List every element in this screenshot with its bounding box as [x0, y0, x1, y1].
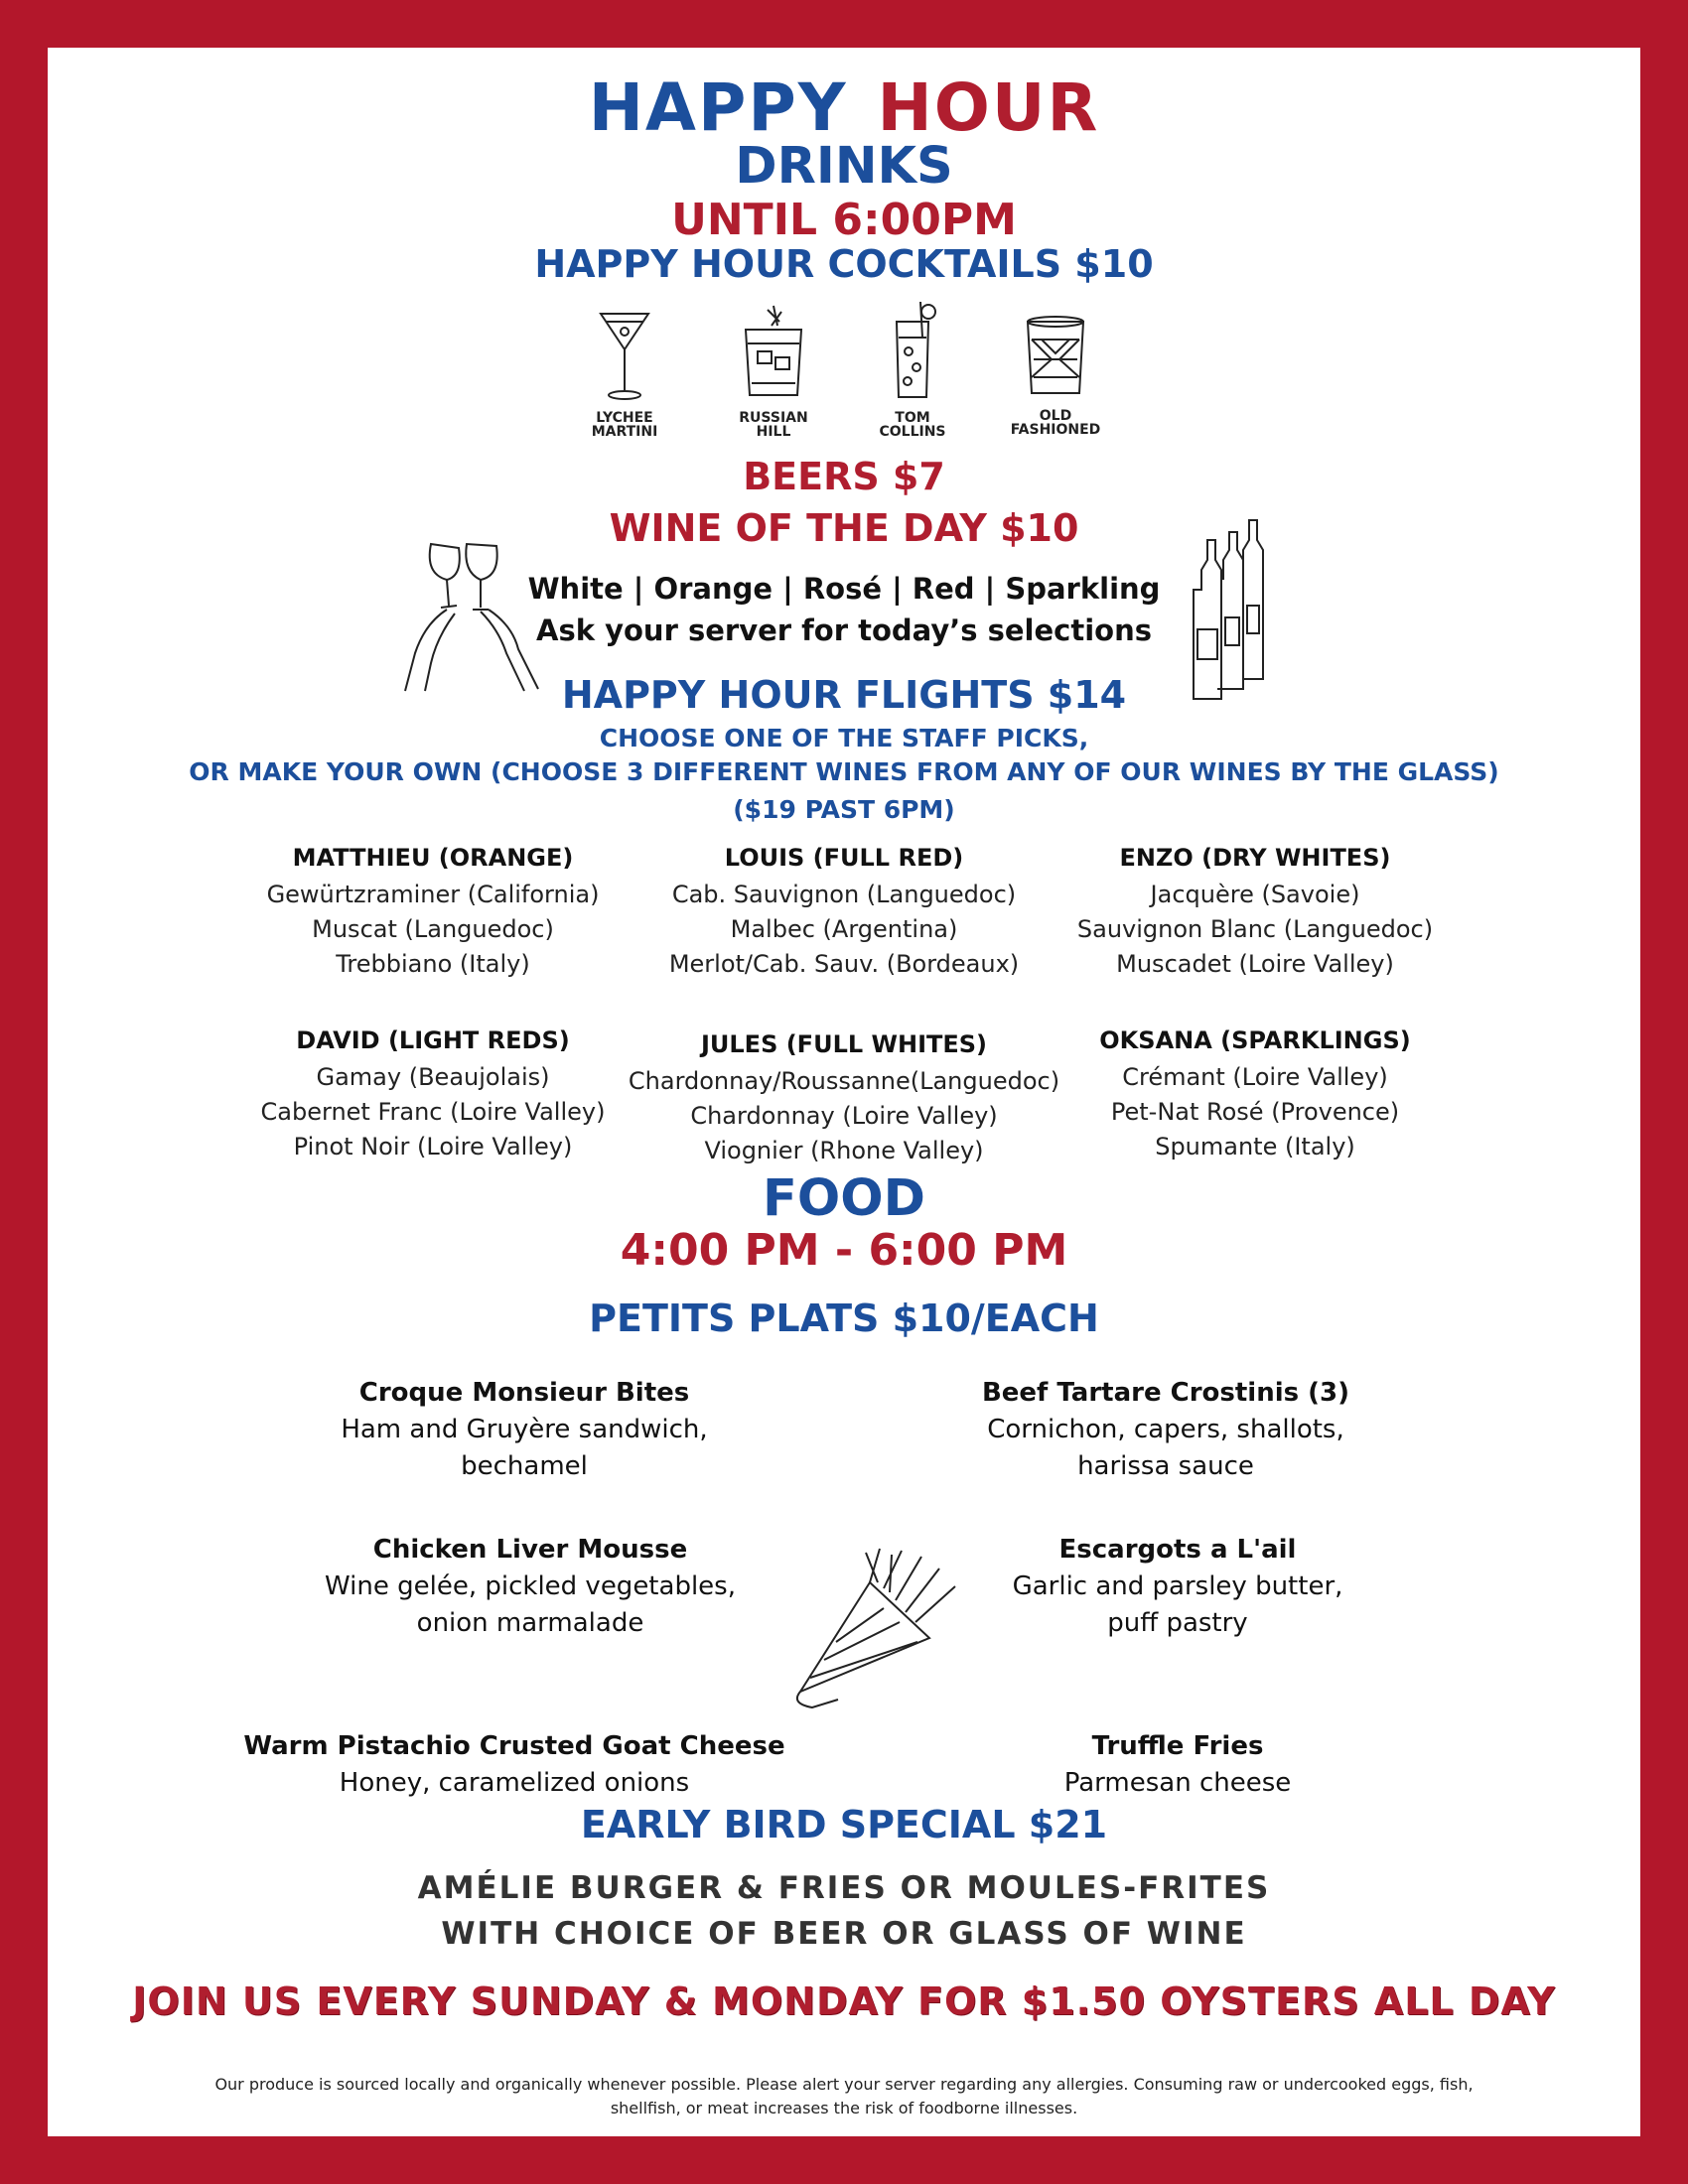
cocktail-label: RUSSIAN HILL	[739, 410, 808, 440]
cocktail-label: LYCHEE MARTINI	[591, 410, 658, 440]
dish-desc: Honey, caramelized onions	[339, 1768, 690, 1798]
flights-note-3: ($19 PAST 6PM)	[733, 795, 955, 824]
flights-heading: HAPPY HOUR FLIGHTS $14	[561, 673, 1127, 717]
dish-beef-tartare	[858, 1378, 1474, 1485]
fries-cone-icon	[780, 1543, 979, 1711]
dish-desc: Cornichon, capers, shallots,	[987, 1415, 1344, 1444]
dish-desc: onion marmalade	[416, 1608, 644, 1638]
flight-wine: Chardonnay (Loire Valley)	[690, 1102, 998, 1130]
menu-page	[48, 48, 1640, 2136]
dish-name: Chicken Liver Mousse	[372, 1535, 688, 1565]
flight-wine: Viognier (Rhone Valley)	[704, 1137, 984, 1164]
wine-ask-server: Ask your server for today’s selections	[536, 614, 1152, 647]
flight-wine: Cab. Sauvignon (Languedoc)	[671, 881, 1017, 908]
flight-wine: Pinot Noir (Loire Valley)	[293, 1133, 573, 1160]
title-hour: HOUR	[877, 69, 1100, 146]
cocktail-old-fashioned	[981, 308, 1130, 437]
flight-wine: Malbec (Argentina)	[730, 915, 958, 943]
dish-croque-monsieur	[216, 1378, 832, 1485]
flight-oksana	[997, 1026, 1513, 1164]
petits-plats-heading: PETITS PLATS $10/EACH	[589, 1297, 1099, 1340]
until-time: UNTIL 6:00PM	[671, 195, 1017, 245]
crystal-glass-icon	[1018, 308, 1093, 403]
title-happy: HAPPY	[588, 69, 848, 146]
flight-wine: Pet-Nat Rosé (Provence)	[1110, 1098, 1400, 1126]
dish-desc: harissa sauce	[1077, 1451, 1254, 1481]
flight-wine: Chardonnay/Roussanne(Languedoc)	[628, 1067, 1060, 1095]
collins-glass-icon	[883, 298, 942, 405]
oysters-promo: JOIN US EVERY SUNDAY & MONDAY FOR $1.50 OYSTERS ALL DAY	[132, 1979, 1556, 2023]
food-hours: 4:00 PM - 6:00 PM	[620, 1225, 1068, 1276]
flight-wine: Gewürtzraminer (California)	[266, 881, 600, 908]
flight-wine: Merlot/Cab. Sauv. (Bordeaux)	[668, 950, 1020, 978]
drinks-heading: DRINKS	[735, 137, 953, 196]
flights-note-1: CHOOSE ONE OF THE STAFF PICKS,	[599, 724, 1089, 752]
dish-desc: Parmesan cheese	[1063, 1768, 1292, 1798]
dish-name: Truffle Fries	[1091, 1731, 1264, 1761]
dish-name: Warm Pistachio Crusted Goat Cheese	[243, 1731, 785, 1761]
flight-name: ENZO (DRY WHITES)	[1119, 844, 1391, 872]
cocktail-lychee-martini	[550, 306, 699, 439]
flight-enzo	[997, 844, 1513, 982]
dish-truffle-fries	[870, 1731, 1485, 1802]
beers-price: BEERS $7	[743, 455, 945, 498]
wine-types: White | Orange | Rosé | Red | Sparkling	[527, 572, 1161, 606]
flight-wine: Trebbiano (Italy)	[336, 950, 530, 978]
dish-name: Croque Monsieur Bites	[358, 1378, 690, 1408]
flight-wine: Spumante (Italy)	[1155, 1133, 1355, 1160]
cocktails-heading: HAPPY HOUR COCKTAILS $10	[534, 242, 1154, 286]
rocks-glass-icon	[734, 300, 813, 405]
early-bird-line-2: WITH CHOICE OF BEER OR GLASS OF WINE	[441, 1916, 1247, 1952]
dish-desc: puff pastry	[1107, 1608, 1248, 1638]
flight-name: DAVID (LIGHT REDS)	[296, 1026, 570, 1054]
fineprint-line-2: shellfish, or meat increases the risk of foodborne illnesses.	[610, 2099, 1078, 2117]
flights-note-2: OR MAKE YOUR OWN (CHOOSE 3 DIFFERENT WINES FROM ANY OF OUR WINES BY THE GLASS)	[189, 757, 1499, 786]
cocktail-label: TOM COLLINS	[879, 410, 946, 440]
dish-name: Escargots a L'ail	[1058, 1535, 1297, 1565]
martini-glass-icon	[595, 306, 654, 405]
wine-of-day-heading: WINE OF THE DAY $10	[609, 506, 1079, 550]
flight-wine: Muscadet (Loire Valley)	[1116, 950, 1394, 978]
flight-wine: Sauvignon Blanc (Languedoc)	[1076, 915, 1434, 943]
flight-name: LOUIS (FULL RED)	[724, 844, 964, 872]
flight-wine: Jacquère (Savoie)	[1150, 881, 1360, 908]
dish-desc: Ham and Gruyère sandwich,	[341, 1415, 708, 1444]
cocktail-label: OLD FASHIONED	[1010, 408, 1101, 438]
dish-chicken-liver	[222, 1535, 838, 1642]
dish-desc: Garlic and parsley butter,	[1012, 1571, 1343, 1601]
flight-name: OKSANA (SPARKLINGS)	[1099, 1026, 1411, 1054]
fineprint-line-1: Our produce is sourced locally and organically whenever possible. Please alert your server regarding any allergies. Consuming raw or undercooked eggs, fish,	[214, 2075, 1474, 2094]
page-title	[48, 69, 1640, 146]
early-bird-line-1: AMÉLIE BURGER & FRIES OR MOULES-FRITES	[417, 1870, 1271, 1906]
cocktail-tom-collins	[838, 298, 987, 439]
cocktail-russian-hill	[699, 300, 848, 439]
flight-name: MATTHIEU (ORANGE)	[292, 844, 574, 872]
dish-goat-cheese	[207, 1731, 822, 1802]
dish-desc: Wine gelée, pickled vegetables,	[325, 1571, 736, 1601]
flight-wine: Cabernet Franc (Loire Valley)	[260, 1098, 606, 1126]
dish-name: Beef Tartare Crostinis (3)	[981, 1378, 1350, 1408]
flight-wine: Crémant (Loire Valley)	[1122, 1063, 1388, 1091]
early-bird-heading: EARLY BIRD SPECIAL $21	[580, 1803, 1108, 1846]
flight-wine: Muscat (Languedoc)	[312, 915, 554, 943]
dish-desc: bechamel	[461, 1451, 588, 1481]
food-heading: FOOD	[763, 1169, 925, 1228]
flight-wine: Gamay (Beaujolais)	[316, 1063, 550, 1091]
flight-name: JULES (FULL WHITES)	[700, 1030, 988, 1058]
